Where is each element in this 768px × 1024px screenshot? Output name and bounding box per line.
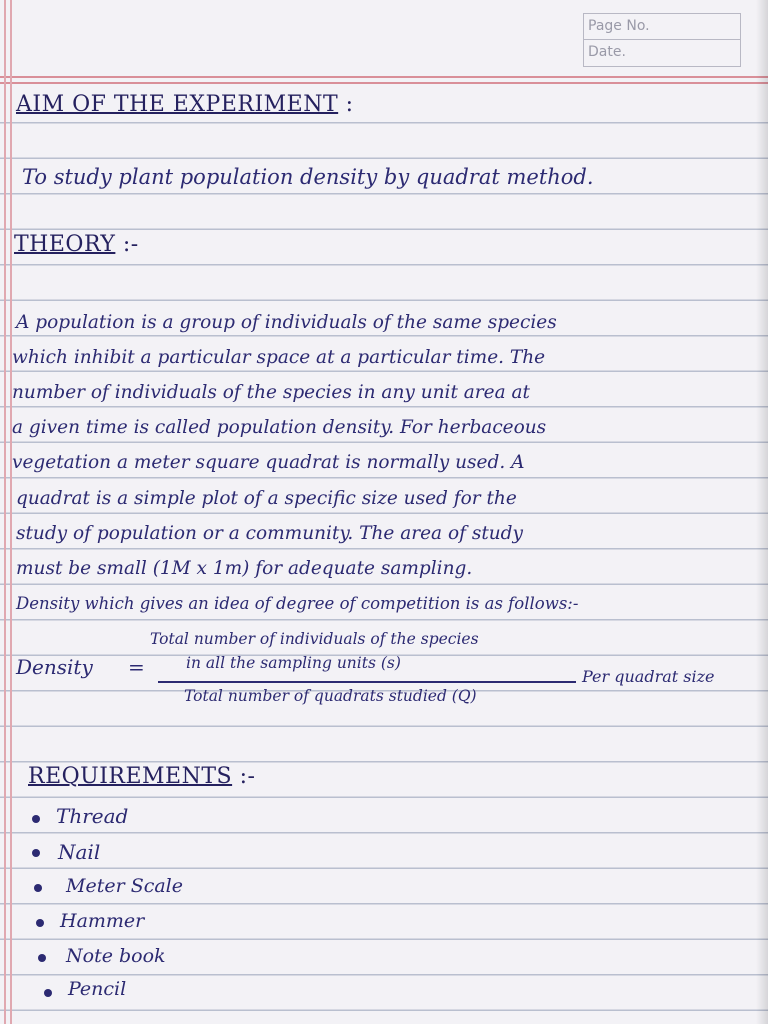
left-margin-line-second xyxy=(10,0,12,1024)
requirements-heading-row xyxy=(28,764,255,789)
page-date-box xyxy=(583,13,741,67)
formula-numerator-line1: Total number of individuals of the species xyxy=(150,630,479,648)
theory-line: study of population or a community. The area of study xyxy=(16,523,523,544)
aim-heading-suffix: : xyxy=(345,92,354,117)
theory-heading: THEORY xyxy=(14,232,116,257)
theory-line: a given time is called population density. For herbaceous xyxy=(12,417,547,438)
theory-line: must be small (1M x 1m) for adequate sampling. xyxy=(16,558,473,579)
page-edge-shadow xyxy=(756,0,768,1024)
top-margin-rule xyxy=(0,76,768,78)
theory-line: number of individuals of the species in any unit area at xyxy=(12,382,530,403)
aim-heading: AIM OF THE EXPERIMENT xyxy=(16,92,339,117)
page-no-label: Page No. xyxy=(588,18,650,34)
requirement-label: Pencil xyxy=(68,978,127,1000)
formula-lhs: Density xyxy=(16,655,93,679)
theory-line: A population is a group of individuals of the same species xyxy=(16,312,557,333)
theory-line: Density which gives an idea of degree of competition is as follows:- xyxy=(16,594,579,613)
bullet-icon xyxy=(32,815,40,823)
aim-text: To study plant population density by quadrat method. xyxy=(22,165,594,189)
top-margin-rule-second xyxy=(0,82,768,84)
formula-denominator: Total number of quadrats studied (Q) xyxy=(184,687,477,705)
requirement-label: Thread xyxy=(56,804,129,828)
bullet-icon xyxy=(34,884,42,892)
formula-suffix: Per quadrat size xyxy=(582,667,715,686)
theory-line: which inhibit a particular space at a particular time. The xyxy=(12,347,546,368)
requirement-label: Nail xyxy=(58,840,101,864)
theory-heading-suffix: :- xyxy=(122,232,139,257)
requirements-heading: REQUIREMENTS xyxy=(28,764,233,789)
theory-line: vegetation a meter square quadrat is normally used. A xyxy=(12,452,525,473)
left-margin-line xyxy=(4,0,6,1024)
bullet-icon xyxy=(38,954,46,962)
requirement-label: Meter Scale xyxy=(66,875,184,897)
date-label: Date. xyxy=(584,39,740,65)
formula-equals: = xyxy=(128,655,145,679)
aim-heading-row xyxy=(16,92,354,117)
requirement-label: Note book xyxy=(66,945,166,967)
requirement-label: Hammer xyxy=(60,910,145,932)
bullet-icon xyxy=(32,849,40,857)
formula-numerator-line2: in all the sampling units (s) xyxy=(186,654,401,672)
formula-fraction-bar xyxy=(158,681,576,683)
theory-line: quadrat is a simple plot of a specific size used for the xyxy=(16,488,517,509)
requirements-heading-suffix: :- xyxy=(239,764,256,789)
theory-heading-row xyxy=(14,232,139,257)
bullet-icon xyxy=(36,919,44,927)
bullet-icon xyxy=(44,989,52,997)
